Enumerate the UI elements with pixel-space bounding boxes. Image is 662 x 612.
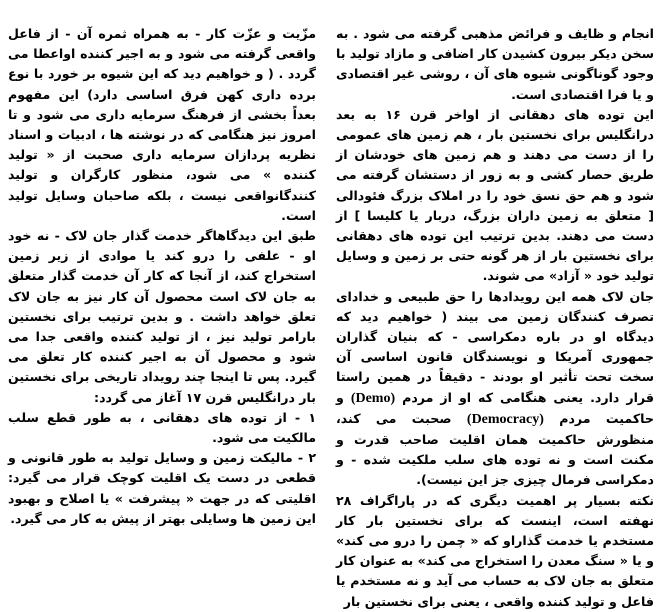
- paragraph-text: صحبت می کند، منظورش حاکمیت همان اقلیت صاحب قدرت و مکنت است و نه توده های سلب ملکیت شده - و دمکراسی فرمال چیزی جز این نیست).: [336, 410, 654, 488]
- list-item: ۲ - مالیکت زمین و وسایل تولید به طور قانونی و قطعی در دست یک اقلیت کوچک قرار می گیرد: اقلیتی که در جهت « پیشرفت » یا اصلاح و بهبود این زمین ها وسایلی بهتر از پیش به کار می گیرد.: [8, 450, 316, 526]
- paragraph: نکته بسیار پر اهمیت دیگری که در پاراگراف ۲۸ نهفته است، اینست که برای نخستین بار کار مستخدم یا خدمت گذاراو که « چمن را درو می کند» و یا « سنگ معدن را استخراج می کند» به عنوان کار متعلق به جان لاک به حساب می آید و نه مستخدم یا فاعل و تولید کننده واقعی ، یعنی برای نخستین بار: [336, 492, 654, 609]
- paragraph: این توده های دهقانی از اواخر قرن ۱۶ به بعد درانگلیس برای نخستین بار ، هم زمین های عمومی را از دست می دهند و هم زمین های خودشان از طریق حصار کشی و به زور از دستشان گرفته می شود و هم حق نسق خود را در املاک بزرگ فئودالی [ متعلق به زمین داران بزرگ، دربار یا کلیسا ] از دست می دهند. بدین ترتیب این توده های دهقانی برای نخستین بار از هر گونه حتی بر زمین و وسایل تولید خود « آزاد» می شوند.: [336, 106, 654, 284]
- paragraph: طبق این دیدگاهاگر خدمت گذار جان لاک - نه خود او - علفی را درو کند یا موادی از زیر زمین استخراج کند، از آنجا که کار آن خدمت گذار متعلق به جان لاک است محصول آن کار نیز به جان لاک تعلق خواهد داشت . و بدین ترتیب برای نخستین بارامر تولید نیز ، از تولید کننده واقعی جدا می شود و محصول آن به اجیر کننده کار تعلق می گیرد. پس تا اینجا چند رویداد تاریخی برای نخستین بار درانگلیس قرن ۱۷ آغاز می گردد:: [8, 228, 316, 405]
- paragraph-text: جان لاک همه این رویدادها را حق طبیعی و خدادای تصرف کنندگان زمین می بیند ( خواهیم دید که دیدگاه او در باره دمکراسی - که بنیان گذاران جمهوری آمریکا و نویسندگان قانون اساسی آن سخت تحت تأثیر او بودند - دقیقاً در همین راستا قرار دارد. یعنی هنگامی که او از مردم: [336, 288, 655, 405]
- list-item: ۱ - از توده های دهقانی ، به طور قطع سلب مالکیت می شود.: [8, 409, 316, 446]
- text-column-right: [336, 24, 654, 612]
- paragraph: [336, 287, 654, 491]
- latin-term-demo: (Demo): [350, 390, 396, 406]
- paragraph: انجام و ظایف و فرائض مذهبی گرفته می شود . به سخن دیکر بیرون کشیدن کار اضافی و مازاد تولید با وجود گوناگونی شیوه های آن ، روشی غیر اقتصادی و یا فرا اقتصادی است.: [336, 26, 654, 102]
- text-column-left: [8, 24, 316, 529]
- latin-term-democracy: (Democracy): [466, 411, 544, 427]
- paragraph: مزّیت و عزّت کار - به همراه ثمره آن - از فاعل واقعی گرفته می شود و به اجیر کننده اواعطا می گردد . ( و خواهیم دید که این شیوه بر خورد با نوع برده داری کهن فرق اساسی دارد) این مفهوم بعداً بخشی از فرهنگ سرمایه داری می شود و تا امروز نیز هنگامی که در نوشته ها ، ادبیات و اسناد نظریه پردازان سرمایه داری صحبت از « تولید کننده » می شود، منظور کارگران و تولید کنندگانواقعی نیست ، بلکه صاحبان وسایل تولید است.: [8, 26, 316, 223]
- paragraph-text: و حاکمیت مردم: [336, 389, 654, 426]
